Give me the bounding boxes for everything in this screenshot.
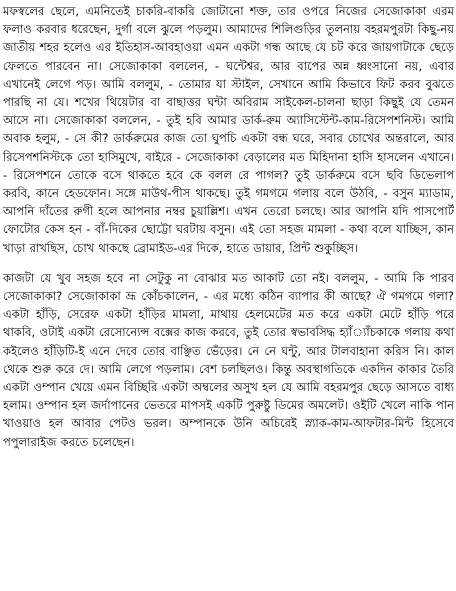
paragraph: মফস্বলের ছেলে, এমনিতেই চাকরি-বাকরি জোটানো শক্ত, তার ওপরে নিজের সেজোকাকা এরম ফলাও করবার ধরেছেন, দুর্গা বলে ঝুলে পড়লুম। আমাদের শিলিগুড়ির তুলনায় বহরমপুরটা কিছু-নয় জাতীয় শহর হলেও এর ইতিহাস-আবহাওয়া এমন একটা গন্ধ আছে যে চট করে জায়গাটাকে ছেড়ে ফেলতে পারবেন না। সেজোকাকা বললেন, - ঘন্টেশ্বর, আর বাপের অন্ন ধ্বংসানো নয়, এবার এখানেই লেগে পড়। আমি বললুম, - তোমার যা স্টাইল, সেখানে আমি কিভাবে ফিট করব বুঝতে পারছি না যে। শখের থিয়েটার বা বাছাত্তর ঘন্টা অবিরাম সাইকেল-চালনা ছাড়া কিছুই যে তেমন আসে না। সেজোকাকা বললেন, - তুই হবি আমার ডার্ক-রুম অ্যাসিস্টেন্ট-কাম-রিসেপশনিস্ট। আমি অবাক হলুম, - সে কী? ডার্করুমের কাজ তো ঘুপচি একটা বন্ধ ঘরে, সবার চোখের অন্তরালে, আর রিসেপশনিস্টকে তো হাসিমুখে, বাইরে - সেজোকাকা বেড়ালের মত মিহিদানা হাসি হাসলেন এখানে। - রিসেপশনে তোকে বসে থাকতে হবে কে বলল রে পাগল? তুই ডার্করুমে বসে ছবি ডিভেলাপ করবি, কানে হেডফোন। সঙ্গে মাউথ-পীস থাকছে। তুই গমগমে গলায় বলে উঠবি, - বসুন ম্যাডাম, আপনি দাঁতের রুগী হলে আপনার নম্বর চুয়াল্লিশ। এখন তেরো চলছে। আর আপনি যদি পাসপোর্ট ফোটোর কেস হন - বাঁ-দিকের ছোট্টো ঘরটায় বসুন। এই তো সহজ মামলা - কথা বলে যাচ্ছিস, কান খাড়া রাখছিস, চোখ থাকছে ব্রোমাইড-এর দিকে, হাতে ডায়ার, প্রিন্ট শুকুচ্ছিস। — [3, 4, 454, 255]
paragraph: কাজটা যে খুব সহজ হবে না সেটুকু না বোঝার মত আকাট তো নই। বললুম, - আমি কি পারব সেজোকাকা? সেজোকাকা ভ্রূ কোঁচকালেন, - এর মধ্যে কঠিন ব্যাপার কী আছে? ঐ গমগমে গলা? একটা হাঁড়ি, সেরেফ একটা হাঁড়ির মামলা, মাথায় হেলমেটের মত করে একটা মেটে হাঁড়ি পরে থাকবি, ওটাই একটা রেসোন্যেন্স বক্সের কাজ করবে, তুই তোর স্বভাবসিদ্ধ হ্যাঁ্যাঁচকাকে গলায় কথা কইলেও হাঁড়িটি-ই এনে দেবে তোর বাঞ্ছিত ভেঁড়ের। নে নে ঘন্টু, আর টালবাহানা করিস নি। কাল থেকে শুরু করে দে। আমি লেগে পড়লাম। বেশ চলছিলও। কিন্তু অবস্থাগতিকে একদিন কাকার তৈরি একটা ওম্পান খেয়ে এমন বিচ্ছিরি একটা অম্বলের অসুখ হল যে আমি বহরমপুর ছেড়ে আসতে বাধ্য হলাম। ওম্পান হল জর্দাপানের ভেতরে মাপসই একটি পুরুষ্টু ডিমের অমলেট। ওইটি খেলে নাকি পান খাওয়াও হল আবার পেটও ভরল। অম্পানকে উনি অচিরেই স্ন্যাক-কাম-আফটার-মিন্ট হিসেবে পপুলারাইজ করতে চলেছেন। — [3, 270, 454, 449]
